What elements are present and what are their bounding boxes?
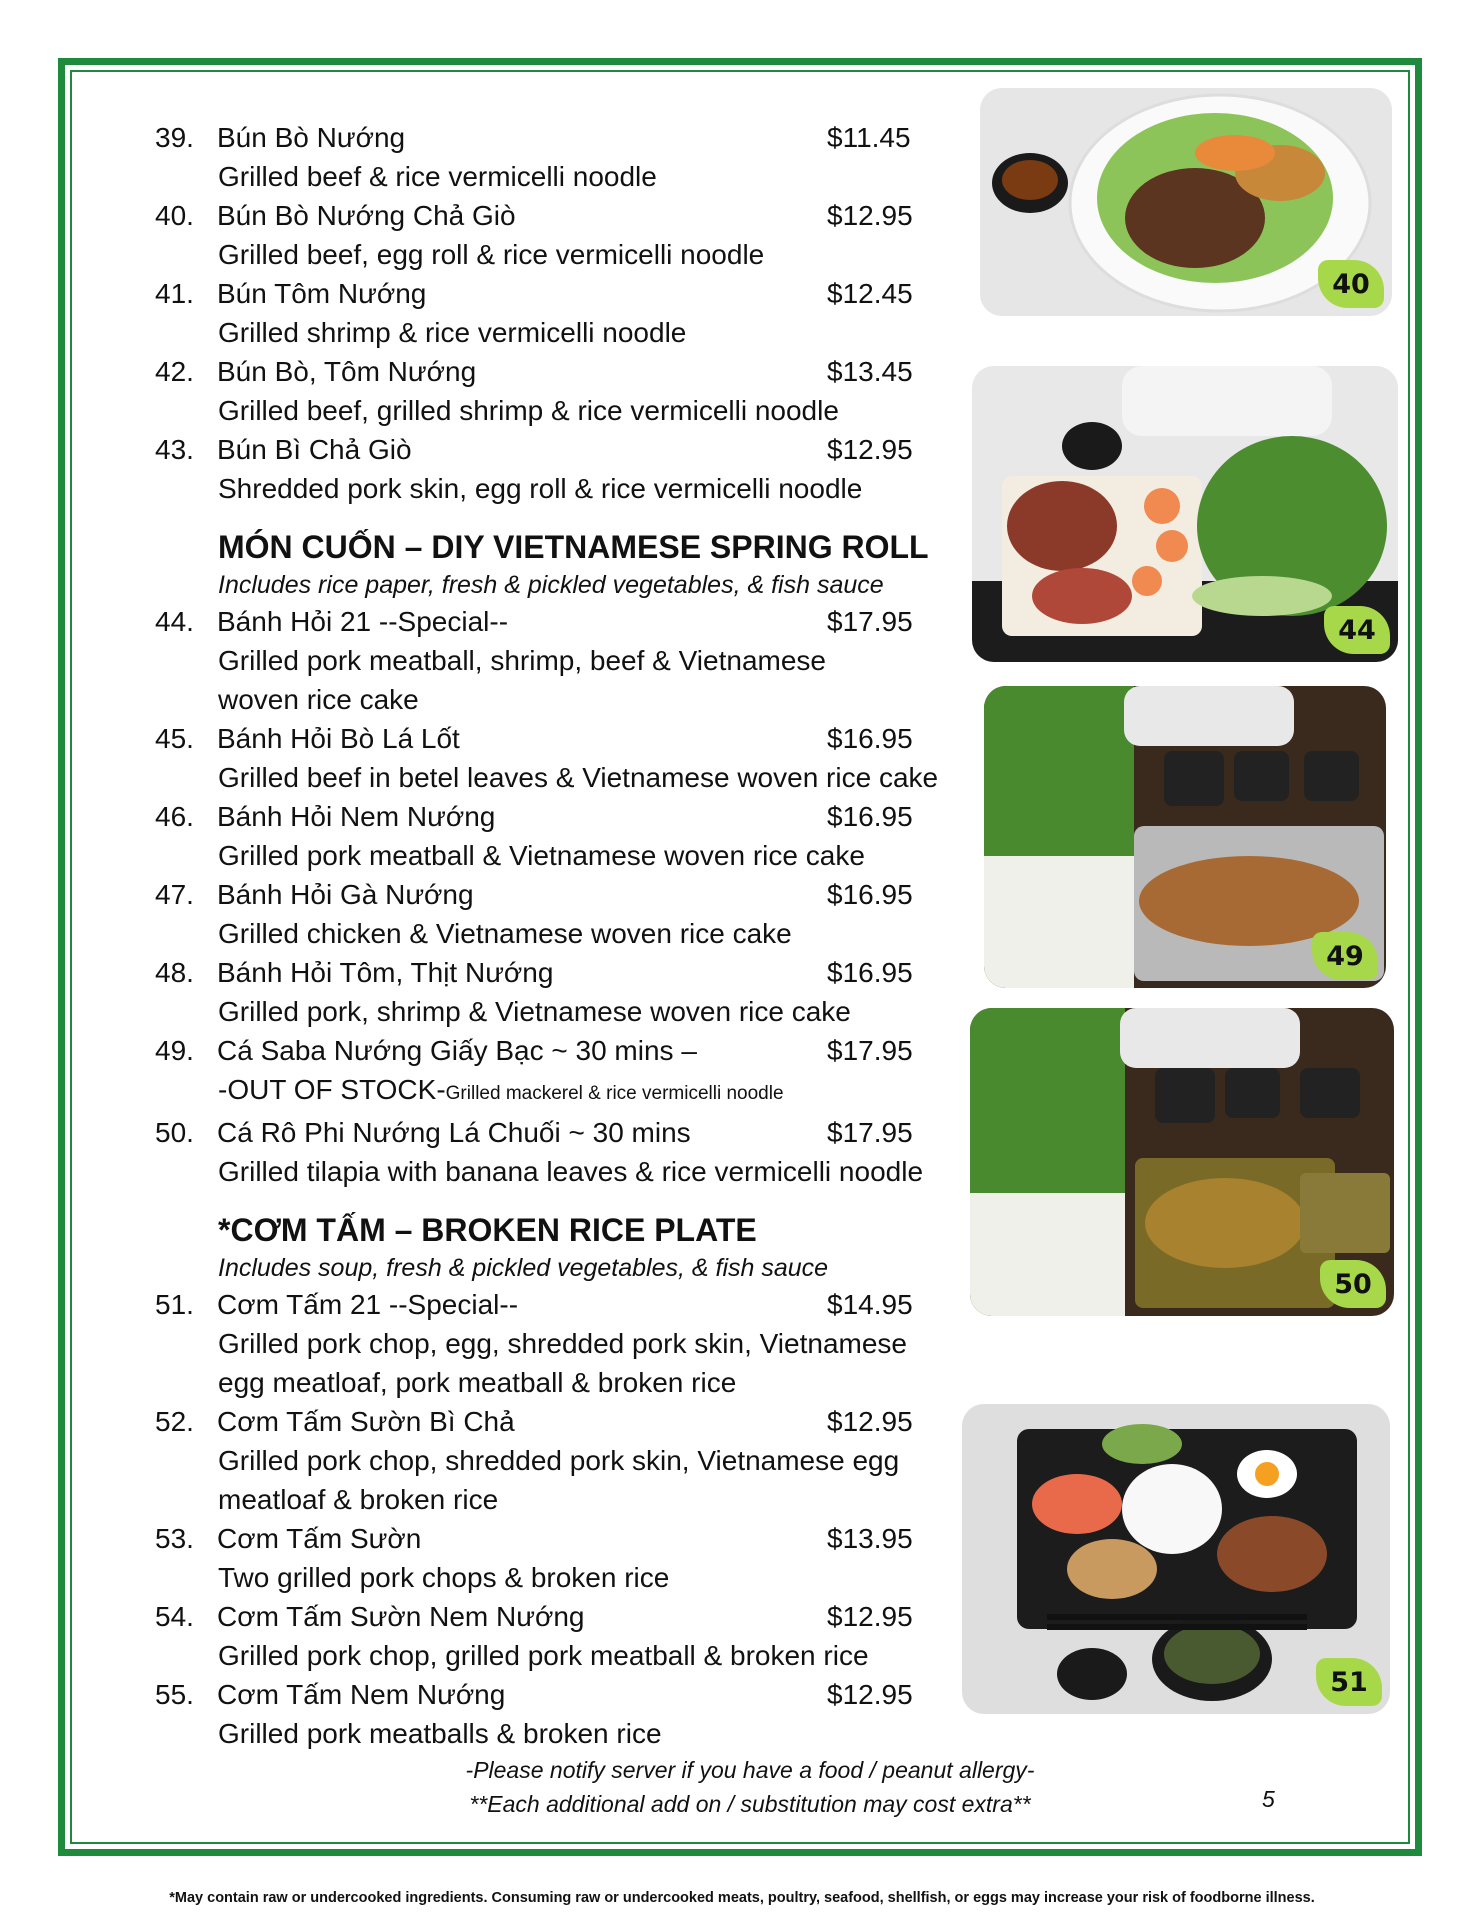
item-description: Grilled pork meatball & Vietnamese woven rice cake — [218, 840, 865, 871]
item-description: meatloaf & broken rice — [218, 1484, 499, 1515]
item-description: Grilled pork meatball, shrimp, beef & Vietnamese — [218, 645, 826, 676]
item-description: Grilled shrimp & rice vermicelli noodle — [218, 317, 687, 348]
item-name: Cơm Tấm Sườn Bì Chả — [217, 1406, 515, 1437]
item-price: $17.95 — [827, 1117, 913, 1148]
menu-item — [155, 1519, 975, 1597]
item-price: $17.95 — [827, 1035, 913, 1066]
com-tam-items — [155, 1285, 975, 1753]
photo-ca-ro-phi-nuong-la-chuoi — [970, 1008, 1394, 1316]
item-number: 51. — [155, 1289, 194, 1320]
item-price: $12.95 — [827, 434, 913, 465]
menu-item — [155, 953, 975, 1031]
item-price: $16.95 — [827, 879, 913, 910]
photo-number-badge: 50 — [1320, 1260, 1386, 1308]
item-description: Grilled chicken & Vietnamese woven rice cake — [218, 918, 792, 949]
item-number: 44. — [155, 606, 194, 637]
item-price: $12.95 — [827, 200, 913, 231]
menu-item — [155, 1402, 975, 1519]
menu-list — [155, 118, 975, 1753]
item-name: Bún Bì Chả Giò — [217, 434, 412, 465]
item-number: 49. — [155, 1035, 194, 1066]
photo-ca-saba-nuong-giay-bac — [984, 686, 1386, 988]
item-description: Grilled pork chop, grilled pork meatball & broken rice — [218, 1640, 869, 1671]
menu-item — [155, 875, 975, 953]
menu-item — [155, 797, 975, 875]
page-number: 5 — [1262, 1786, 1275, 1812]
menu-item — [155, 1675, 975, 1753]
item-description: Grilled pork, shrimp & Vietnamese woven rice cake — [218, 996, 851, 1027]
item-number: 42. — [155, 356, 194, 387]
item-description: egg meatloaf, pork meatball & broken rice — [218, 1367, 737, 1398]
item-name: Bún Bò Nướng Chả Giò — [217, 200, 516, 231]
item-price: $17.95 — [827, 606, 913, 637]
menu-item — [155, 352, 975, 430]
food-safety-disclaimer: *May contain raw or undercooked ingredients. Consuming raw or undercooked meats, poultry, seafood, shellfish, or eggs may increase your risk of foodborne illness. — [169, 1890, 1315, 1906]
item-number: 46. — [155, 801, 194, 832]
bun-items — [155, 118, 975, 508]
menu-item — [155, 1597, 975, 1675]
item-description: Grilled pork chop, egg, shredded pork skin, Vietnamese — [218, 1328, 907, 1359]
item-description: Grilled beef, egg roll & rice vermicelli noodle — [218, 239, 765, 270]
section-title: MÓN CUỐN – DIY VIETNAMESE SPRING ROLL — [218, 529, 929, 565]
menu-item — [155, 118, 975, 196]
item-description: Grilled tilapia with banana leaves & rice vermicelli noodle — [218, 1156, 924, 1187]
item-description: Grilled beef, grilled shrimp & rice vermicelli noodle — [218, 395, 839, 426]
item-name: Cơm Tấm Sườn — [217, 1523, 422, 1554]
menu-item — [155, 602, 975, 719]
item-name: Bánh Hỏi 21 --Special-- — [217, 606, 509, 637]
item-name: Bún Tôm Nướng — [217, 278, 427, 309]
photo-number-badge: 44 — [1324, 606, 1390, 654]
item-name: Cơm Tấm 21 --Special-- — [217, 1289, 519, 1320]
banh-hoi-items — [155, 602, 975, 1031]
item-name: Cơm Tấm Sườn Nem Nướng — [217, 1601, 585, 1632]
item-name: Cơm Tấm Nem Nướng — [217, 1679, 506, 1710]
menu-item — [155, 196, 975, 274]
section-subtitle: Includes rice paper, fresh & pickled vegetables, & fish sauce — [218, 571, 884, 599]
menu-item — [155, 719, 975, 797]
item-number: 40. — [155, 200, 194, 231]
item-name: Cá Rô Phi Nướng Lá Chuối ~ 30 mins — [217, 1117, 691, 1148]
item-name: Bún Bò Nướng — [217, 122, 406, 153]
substitution-note: **Each additional add on / substitution may cost extra** — [469, 1791, 1031, 1817]
section-subtitle: Includes soup, fresh & pickled vegetables, & fish sauce — [218, 1254, 829, 1282]
section-title: *CƠM TẤM – BROKEN RICE PLATE — [218, 1212, 757, 1248]
photo-number-badge: 40 — [1318, 260, 1384, 308]
item-name: Bánh Hỏi Gà Nướng — [217, 879, 474, 910]
item-description: Grilled beef in betel leaves & Vietnamese woven rice cake — [218, 762, 939, 793]
menu-item — [155, 1285, 975, 1402]
item-price: $13.95 — [827, 1523, 913, 1554]
item-description: woven rice cake — [218, 684, 419, 715]
item-number: 50. — [155, 1117, 194, 1148]
item-price: $13.45 — [827, 356, 913, 387]
section-broken-rice — [155, 1209, 975, 1285]
menu-item — [155, 274, 975, 352]
photo-number-badge: 49 — [1312, 932, 1378, 980]
item-description: Two grilled pork chops & broken rice — [218, 1562, 670, 1593]
item-number: 48. — [155, 957, 194, 988]
item-description: Grilled pork meatballs & broken rice — [218, 1718, 662, 1749]
item-price: $16.95 — [827, 801, 913, 832]
allergy-note: -Please notify server if you have a food / peanut allergy- — [465, 1757, 1035, 1783]
photo-bun-bo-nuong-cha-gio — [980, 88, 1392, 316]
item-price: $12.95 — [827, 1679, 913, 1710]
item-price: $16.95 — [827, 957, 913, 988]
item-number: 52. — [155, 1406, 194, 1437]
menu-item — [155, 1113, 975, 1191]
menu-item — [155, 1031, 975, 1113]
photo-com-tam-21-special — [962, 1404, 1390, 1714]
item-number: 55. — [155, 1679, 194, 1710]
item-number: 47. — [155, 879, 194, 910]
item-number: 53. — [155, 1523, 194, 1554]
item-number: 39. — [155, 122, 194, 153]
item-price: $14.95 — [827, 1289, 913, 1320]
item-number: 43. — [155, 434, 194, 465]
item-description: Grilled mackerel & rice vermicelli noodle — [445, 1083, 784, 1104]
item-name: Bún Bò, Tôm Nướng — [217, 356, 477, 387]
item-number: 54. — [155, 1601, 194, 1632]
out-of-stock-label: -OUT OF STOCK- — [218, 1074, 446, 1105]
photo-number-badge: 51 — [1316, 1658, 1382, 1706]
item-name: Bánh Hỏi Nem Nướng — [217, 801, 496, 832]
item-description: Shredded pork skin, egg roll & rice vermicelli noodle — [218, 473, 863, 504]
item-name: Bánh Hỏi Tôm, Thịt Nướng — [217, 957, 554, 988]
item-price: $12.95 — [827, 1406, 913, 1437]
item-description: Grilled pork chop, shredded pork skin, Vietnamese egg — [218, 1445, 900, 1476]
item-price: $12.45 — [827, 278, 913, 309]
item-price: $12.95 — [827, 1601, 913, 1632]
item-description: Grilled beef & rice vermicelli noodle — [218, 161, 657, 192]
item-name: Bánh Hỏi Bò Lá Lốt — [217, 723, 460, 754]
item-number: 41. — [155, 278, 194, 309]
item-price: $16.95 — [827, 723, 913, 754]
item-number: 45. — [155, 723, 194, 754]
section-spring-roll — [155, 526, 975, 602]
menu-item — [155, 430, 975, 508]
item-name: Cá Saba Nướng Giấy Bạc ~ 30 mins – — [217, 1035, 697, 1066]
item-price: $11.45 — [827, 122, 911, 153]
photo-banh-hoi-21-special — [972, 366, 1398, 662]
